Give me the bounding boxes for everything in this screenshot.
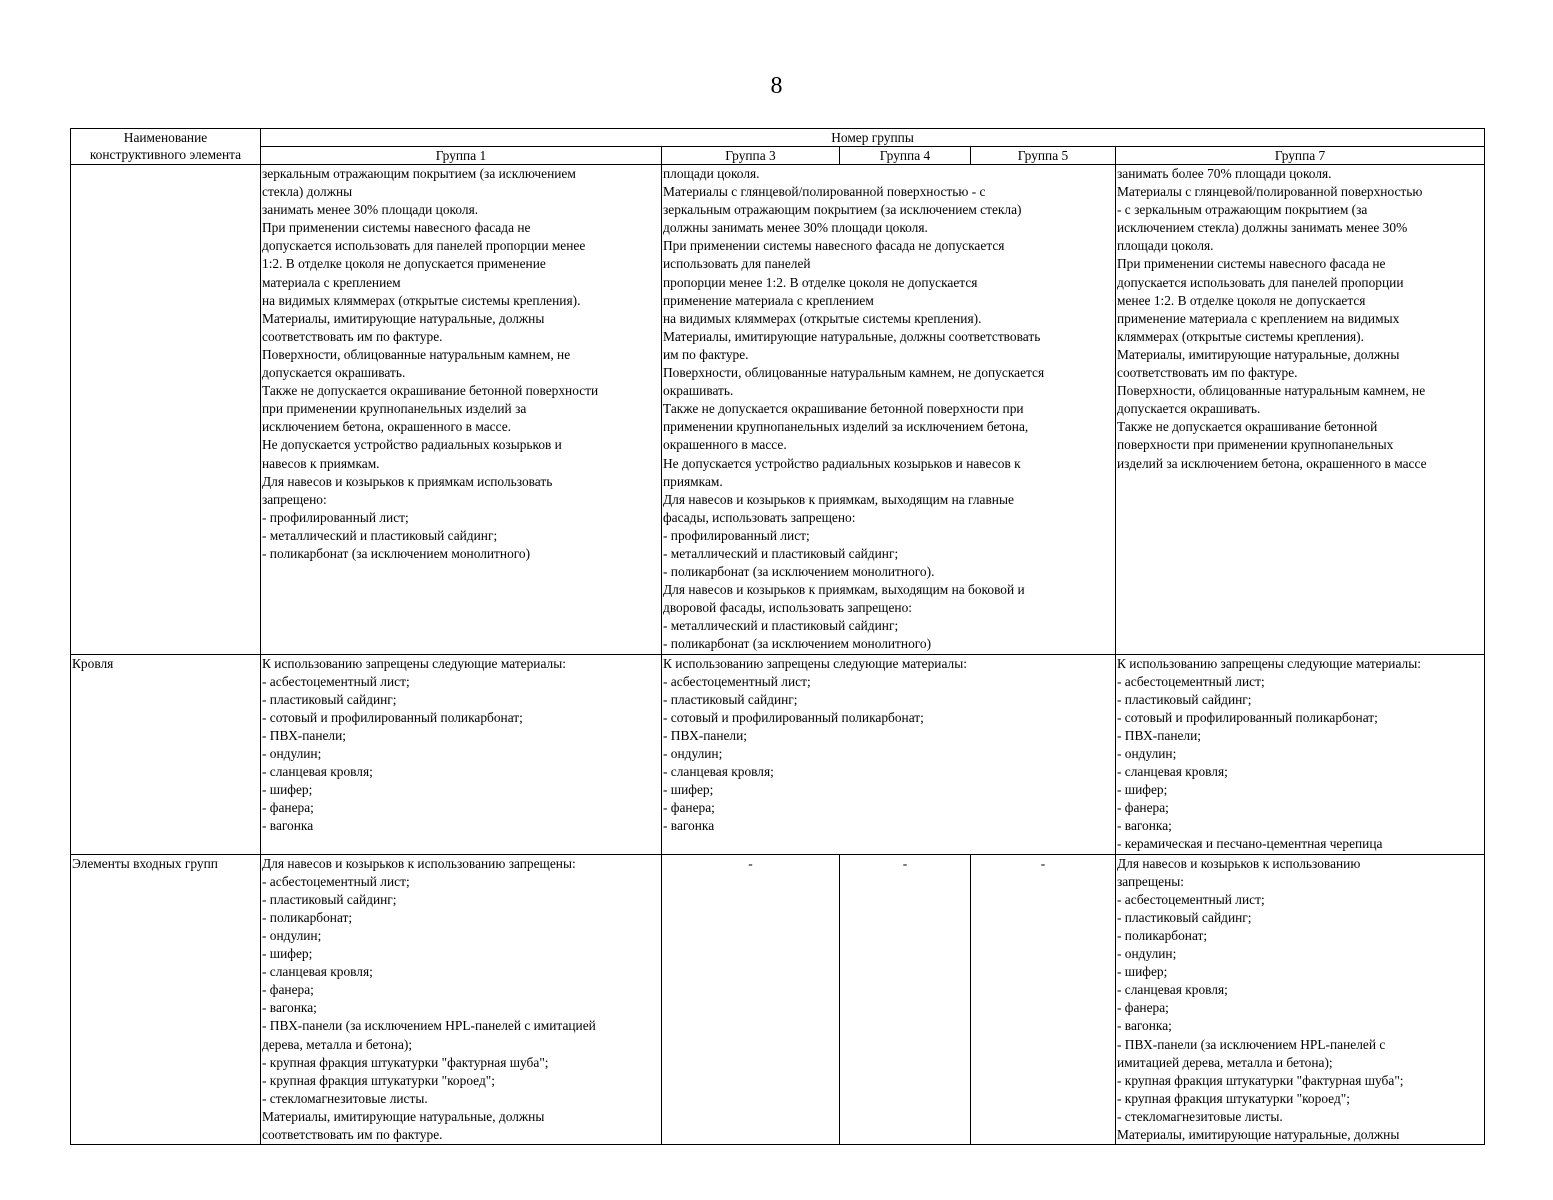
text-line: - шифер;: [262, 946, 313, 962]
text-line: Не допускается устройство радиальных козырьков и: [262, 437, 562, 453]
text-line: - пластиковый сайдинг;: [663, 691, 798, 707]
group7-cell: [1116, 165, 1485, 655]
text-line: соответствовать им по фактуре.: [262, 328, 443, 344]
text-line: на видимых кляммерах (открытые системы крепления).: [262, 292, 581, 308]
text-line: - сотовый и профилированный поликарбонат;: [262, 709, 523, 725]
row-name-cell: Элементы входных групп: [71, 854, 261, 1145]
text-line: Поверхности, облицованные натуральным камнем, не: [1117, 383, 1426, 399]
text-line: - металлический и пластиковый сайдинг;: [663, 545, 899, 561]
text-line: Для навесов и козырьков к использованию: [1117, 855, 1361, 871]
text-line: - асбестоцементный лист;: [1117, 673, 1265, 689]
text-line: должны занимать менее 30% площади цоколя.: [663, 220, 928, 236]
text-line: применении крупнопанельных изделий за исключением бетона,: [663, 419, 1029, 435]
text-line: Поверхности, облицованные натуральным камнем, не допускается: [663, 365, 1045, 381]
text-line: - металлический и пластиковый сайдинг;: [663, 618, 899, 634]
text-line: - шифер;: [262, 782, 313, 798]
text-line: - крупная фракция штукатурки "короед";: [1117, 1090, 1350, 1106]
text-line: Также не допускается окрашивание бетонной: [1117, 419, 1378, 435]
text-line: - шифер;: [663, 782, 714, 798]
page-number: 8: [770, 73, 783, 99]
text-line: - сланцевая кровля;: [1117, 982, 1228, 998]
text-line: - поликарбонат;: [262, 909, 353, 925]
text-line: применение материала с креплением: [663, 292, 874, 308]
text-line: исключением бетона, окрашенного в массе.: [262, 419, 511, 435]
group7-cell: [1116, 654, 1485, 854]
text-line: - фанера;: [1117, 800, 1169, 816]
group7-cell: [1116, 854, 1485, 1145]
text-line: - асбестоцементный лист;: [663, 673, 811, 689]
text-line: Для навесов и козырьков к использованию запрещены:: [262, 855, 576, 871]
text-line: - ПВХ-панели (за исключением HPL-панелей с имитацией: [262, 1018, 596, 1034]
text-line: применение материала с креплением на видимых: [1117, 310, 1400, 326]
row-name-cell: [71, 165, 261, 655]
group1-cell: [261, 654, 662, 854]
text-line: - пластиковый сайдинг;: [1117, 909, 1252, 925]
text-line: Для навесов и козырьков к приямкам, выходящим на боковой и: [663, 582, 1025, 598]
text-line: - фанера;: [1117, 1000, 1169, 1016]
text-line: К использованию запрещены следующие материалы:: [262, 655, 566, 671]
text-line: поверхности при применении крупнопанельных: [1117, 437, 1394, 453]
text-line: Для навесов и козырьков к приямкам, выходящим на главные: [663, 491, 1014, 507]
text-line: - сотовый и профилированный поликарбонат;: [1117, 709, 1378, 725]
text-line: соответствовать им по фактуре.: [262, 1126, 443, 1142]
text-line: - асбестоцементный лист;: [1117, 891, 1265, 907]
text-line: Материалы, имитирующие натуральные, должны: [1117, 1126, 1400, 1142]
text-line: Для навесов и козырьков к приямкам использовать: [262, 473, 553, 489]
text-line: - ондулин;: [663, 746, 723, 761]
text-line: - сланцевая кровля;: [1117, 764, 1228, 780]
group-header-7: Группа 7: [1116, 147, 1485, 165]
text-line: Поверхности, облицованные натуральным камнем, не: [262, 346, 571, 362]
text-line: - пластиковый сайдинг;: [262, 691, 397, 707]
text-line: изделий за исключением бетона, окрашенного в массе: [1117, 455, 1427, 471]
group-header-1: Группа 1: [261, 147, 662, 165]
text-line: на видимых кляммерах (открытые системы крепления).: [663, 310, 982, 326]
text-line: Материалы с глянцевой/полированной поверхностью: [1117, 184, 1423, 200]
text-line: - ондулин;: [262, 746, 322, 761]
text-line: пропорции менее 1:2. В отделке цоколя не допускается: [663, 274, 978, 290]
text-line: - вагонка;: [1117, 1018, 1172, 1034]
text-line: 1:2. В отделке цоколя не допускается применение: [262, 256, 546, 272]
text-line: материала с креплением: [262, 274, 401, 290]
text-line: - сланцевая кровля;: [663, 764, 774, 780]
text-line: - профилированный лист;: [663, 527, 810, 543]
text-line: допускается окрашивать.: [1117, 401, 1261, 417]
text-line: Материалы, имитирующие натуральные, должны: [1117, 346, 1400, 362]
text-line: - крупная фракция штукатурки "фактурная шуба";: [262, 1054, 549, 1070]
text-line: Материалы с глянцевой/полированной поверхностью - с: [663, 184, 986, 200]
element-name-header: [71, 129, 261, 165]
element-name-header-line2: конструктивного элемента: [89, 147, 242, 162]
text-line: - ПВХ-панели;: [1117, 727, 1201, 743]
row-name-cell: Кровля: [71, 654, 261, 854]
text-line: - поликарбонат (за исключением монолитного): [262, 545, 531, 561]
text-line: К использованию запрещены следующие материалы:: [1117, 655, 1421, 671]
text-line: - стекломагнезитовые листы.: [1117, 1108, 1283, 1124]
text-line: - стекломагнезитовые листы.: [262, 1090, 428, 1106]
text-line: - сланцевая кровля;: [262, 964, 373, 980]
text-line: - фанера;: [663, 800, 715, 816]
text-line: - пластиковый сайдинг;: [1117, 691, 1252, 707]
text-line: - поликарбонат (за исключением монолитного).: [663, 564, 935, 580]
text-line: - ондулин;: [262, 927, 322, 943]
table-row: [71, 654, 1485, 854]
text-line: К использованию запрещены следующие материалы:: [663, 655, 967, 671]
text-line: фасады, использовать запрещено:: [663, 509, 856, 525]
text-line: площади цоколя.: [663, 166, 760, 181]
text-line: Материалы, имитирующие натуральные, должны соответствовать: [663, 328, 1041, 344]
text-line: Материалы, имитирующие натуральные, должны: [262, 310, 545, 326]
text-line: - асбестоцементный лист;: [262, 673, 410, 689]
text-line: - профилированный лист;: [262, 509, 409, 525]
text-line: исключением стекла) должны занимать менее 30%: [1117, 220, 1408, 236]
text-line: - металлический и пластиковый сайдинг;: [262, 527, 498, 543]
text-line: им по фактуре.: [663, 346, 749, 362]
text-line: - ондулин;: [1117, 946, 1177, 962]
groups-3-5-cell: [662, 165, 1116, 655]
text-line: запрещены:: [1117, 873, 1184, 889]
text-line: допускается использовать для панелей пропорции менее: [262, 238, 586, 254]
text-line: дерева, металла и бетона);: [262, 1036, 413, 1052]
text-line: - ПВХ-панели;: [262, 727, 346, 743]
text-line: - вагонка;: [262, 1000, 317, 1016]
text-line: приямкам.: [663, 473, 723, 489]
text-line: - вагонка: [663, 818, 715, 834]
text-line: - шифер;: [1117, 964, 1168, 980]
text-line: - поликарбонат;: [1117, 927, 1208, 943]
group1-cell: [261, 165, 662, 655]
text-line: - асбестоцементный лист;: [262, 873, 410, 889]
text-line: - сотовый и профилированный поликарбонат;: [663, 709, 924, 725]
text-line: - с зеркальным отражающим покрытием (за: [1117, 202, 1368, 218]
text-line: дворовой фасады, использовать запрещено:: [663, 600, 912, 616]
text-line: площади цоколя.: [1117, 238, 1214, 254]
text-line: окрашенного в массе.: [663, 437, 787, 453]
group-number-header: Номер группы: [261, 129, 1485, 147]
text-line: При применении системы навесного фасада не допускается: [663, 238, 1005, 254]
text-line: При применении системы навесного фасада не: [262, 220, 531, 236]
text-line: соответствовать им по фактуре.: [1117, 365, 1298, 381]
text-line: Также не допускается окрашивание бетонной поверхности: [262, 383, 599, 399]
text-line: окрашивать.: [663, 383, 734, 399]
text-line: - фанера;: [262, 982, 314, 998]
text-line: - вагонка;: [1117, 818, 1172, 834]
table-row: [71, 165, 1485, 655]
text-line: - фанера;: [262, 800, 314, 816]
text-line: - шифер;: [1117, 782, 1168, 798]
groups-3-5-cell: [662, 654, 1116, 854]
text-line: имитацией дерева, металла и бетона);: [1117, 1054, 1333, 1070]
text-line: Не допускается устройство радиальных козырьков и навесов к: [663, 455, 1021, 471]
text-line: - ПВХ-панели (за исключением HPL-панелей с: [1117, 1036, 1386, 1052]
text-line: зеркальным отражающим покрытием (за исключением: [262, 166, 576, 181]
text-line: менее 1:2. В отделке цоколя не допускается: [1117, 292, 1366, 308]
group-header-5: Группа 5: [971, 147, 1116, 165]
text-line: - крупная фракция штукатурки "фактурная шуба";: [1117, 1072, 1404, 1088]
element-name-header-line1: Наименование: [123, 130, 208, 145]
text-line: занимать менее 30% площади цоколя.: [262, 202, 479, 218]
text-line: запрещено:: [262, 491, 327, 507]
text-line: допускается использовать для панелей пропорции: [1117, 274, 1404, 290]
group3-cell: -: [662, 854, 840, 1145]
text-line: - пластиковый сайдинг;: [262, 891, 397, 907]
text-line: При применении системы навесного фасада не: [1117, 256, 1386, 272]
text-line: стекла) должны: [262, 184, 353, 200]
group4-cell: -: [840, 854, 971, 1145]
text-line: Материалы, имитирующие натуральные, должны: [262, 1108, 545, 1124]
group5-cell: -: [971, 854, 1116, 1145]
text-line: Также не допускается окрашивание бетонной поверхности при: [663, 401, 1024, 417]
text-line: при применении крупнопанельных изделий за: [262, 401, 527, 417]
text-line: кляммерах (открытые системы крепления).: [1117, 328, 1364, 344]
text-line: - вагонка: [262, 818, 314, 834]
table-row: [71, 854, 1485, 1145]
text-line: навесов к приямкам.: [262, 455, 380, 471]
text-line: - крупная фракция штукатурки "короед";: [262, 1072, 495, 1088]
group-header-3: Группа 3: [662, 147, 840, 165]
text-line: - ондулин;: [1117, 746, 1177, 761]
text-line: занимать более 70% площади цоколя.: [1117, 166, 1332, 181]
text-line: - ПВХ-панели;: [663, 727, 747, 743]
group-header-4: Группа 4: [840, 147, 971, 165]
text-line: зеркальным отражающим покрытием (за исключением стекла): [663, 202, 1022, 218]
text-line: - поликарбонат (за исключением монолитного): [663, 636, 932, 652]
text-line: - керамическая и песчано-цементная черепица: [1117, 836, 1383, 852]
text-line: - сланцевая кровля;: [262, 764, 373, 780]
group1-cell: [261, 854, 662, 1145]
text-line: допускается окрашивать.: [262, 365, 406, 381]
text-line: использовать для панелей: [663, 256, 811, 272]
requirements-table: [70, 128, 1485, 1145]
